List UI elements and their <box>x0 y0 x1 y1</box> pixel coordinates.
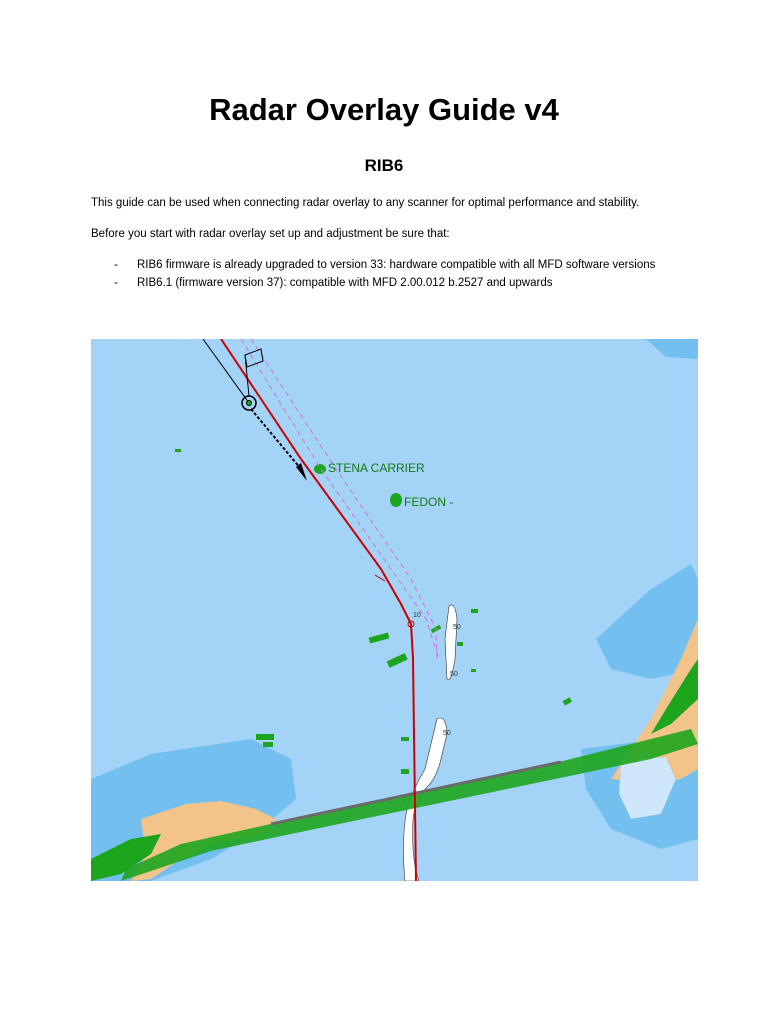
radar-echo <box>401 769 409 774</box>
radar-echo <box>175 449 181 452</box>
bullet-dash: - <box>114 277 118 289</box>
page-subtitle: RIB6 <box>364 156 404 175</box>
bullet-dash: - <box>114 259 118 271</box>
target-label: FEDON - <box>404 495 454 509</box>
depth-label: 50 <box>443 730 451 737</box>
radar-overlay-chart-image <box>91 339 698 881</box>
intro-paragraph: This guide can be used when connecting radar overlay to any scanner for optimal performance and stability. <box>91 197 640 209</box>
own-ship-center <box>247 401 252 406</box>
radar-echo <box>256 734 274 740</box>
radar-echo <box>263 742 273 747</box>
radar-echo-stena-carrier <box>314 464 326 474</box>
depth-label: 50 <box>453 624 461 631</box>
radar-echo <box>471 609 478 613</box>
depth-label: 50 <box>450 671 458 678</box>
radar-echo <box>401 737 409 741</box>
target-label: STENA CARRIER <box>328 461 425 475</box>
radar-echo <box>471 669 476 672</box>
nautical-chart-svg <box>91 339 698 881</box>
page-title: Radar Overlay Guide v4 <box>209 92 559 127</box>
radar-echo-fedon <box>390 493 402 507</box>
checklist-intro: Before you start with radar overlay set up and adjustment be sure that: <box>91 228 450 240</box>
bullet-text: RIB6.1 (firmware version 37): compatible with MFD 2.00.012 b.2527 and upwards <box>137 277 553 289</box>
bullet-text: RIB6 firmware is already upgraded to version 33: hardware compatible with all MFD software versions <box>137 259 656 271</box>
depth-label: 10 <box>413 612 421 619</box>
radar-echo <box>457 642 463 646</box>
